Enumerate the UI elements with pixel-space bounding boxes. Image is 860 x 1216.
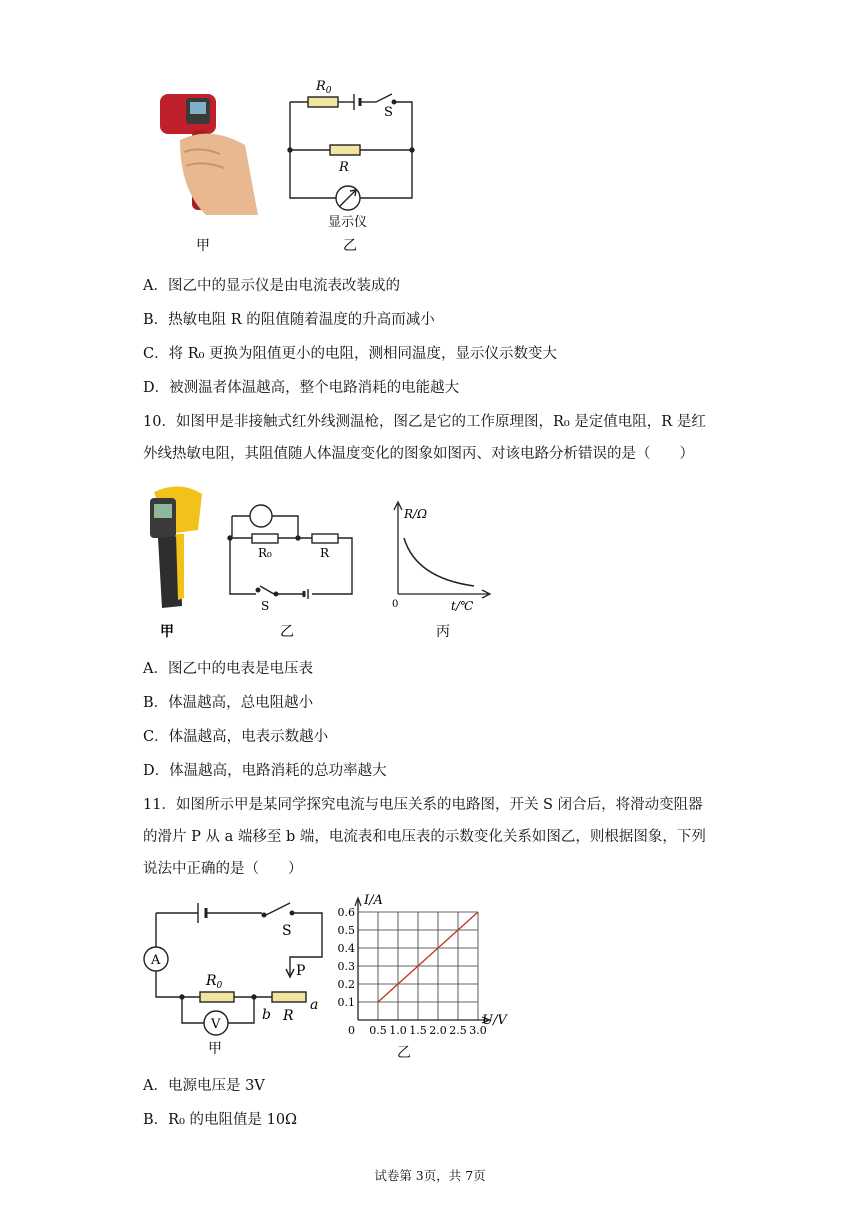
x-tick-label: 3.0 bbox=[469, 1024, 487, 1037]
q10-r-label: R bbox=[320, 546, 330, 560]
q11-chart-svg bbox=[337, 888, 510, 1048]
q10-figure-bing-label: 丙 bbox=[436, 624, 450, 640]
ammeter-label: A bbox=[151, 953, 161, 968]
q10-option-a: A．图乙中的电表是电压表 bbox=[143, 661, 313, 677]
q10-circuit bbox=[228, 505, 352, 599]
r-label: R bbox=[339, 160, 349, 175]
y-tick-label: 0.1 bbox=[337, 996, 355, 1009]
q10-figure-yi-label: 乙 bbox=[280, 624, 294, 640]
q11-r-label: R bbox=[283, 1008, 294, 1024]
q10-option-d: D．体温越高，电路消耗的总功率越大 bbox=[143, 763, 387, 779]
switch-label: S bbox=[384, 105, 393, 120]
top-figure-svg bbox=[140, 70, 440, 260]
chart-axes bbox=[355, 898, 490, 1023]
end-b-label: b bbox=[262, 1007, 271, 1023]
thermometer-photo-2 bbox=[150, 486, 202, 608]
page-footer: 试卷第 3页，共 7页 bbox=[374, 1168, 486, 1183]
figure-jia-label: 甲 bbox=[196, 238, 210, 254]
end-a-label: a bbox=[310, 997, 319, 1013]
figure-yi-label: 乙 bbox=[343, 238, 357, 254]
x-tick-label: 1.5 bbox=[409, 1024, 427, 1037]
y-tick-label: 0.5 bbox=[337, 924, 355, 937]
q10-option-c: C．体温越高，电表示数越小 bbox=[143, 729, 329, 745]
q10-figure bbox=[140, 478, 510, 643]
q11-option-a: A．电源电压是 3V bbox=[143, 1078, 265, 1094]
q11-circuit-figure bbox=[140, 893, 340, 1063]
q11-stem-line1: 11．如图所示甲是某同学探究电流与电压关系的电路图，开关 S 闭合后，将滑动变阻器 bbox=[143, 797, 703, 813]
q10-switch-label: S bbox=[261, 599, 270, 613]
q10-figure-jia-label: 甲 bbox=[160, 624, 174, 640]
q11-stem-line3: 说法中正确的是（ ） bbox=[143, 861, 303, 877]
q11-figure-jia-label: 甲 bbox=[208, 1041, 222, 1057]
top-figure bbox=[140, 70, 440, 260]
chart-x-label: U/V bbox=[482, 1013, 507, 1028]
y-tick-label: 0.4 bbox=[337, 942, 355, 955]
series-line bbox=[378, 912, 478, 1002]
y-tick-label: 0.3 bbox=[337, 960, 355, 973]
q10-stem-line2: 外线热敏电阻，其阻值随人体温度变化的图象如图丙、对该电路分析错误的是（ ） bbox=[143, 446, 694, 462]
slider-p-label: P bbox=[296, 963, 306, 979]
q9-option-c: C．将 R₀ 更换为阻值更小的电阻，测相同温度，显示仪示数变大 bbox=[143, 346, 558, 362]
q10-figure-svg bbox=[140, 478, 510, 643]
x-tick-label: 2.0 bbox=[429, 1024, 447, 1037]
q11-circuit-svg bbox=[140, 893, 340, 1063]
q10-stem-line1: 10．如图甲是非接触式红外线测温枪，图乙是它的工作原理图，R₀ 是定值电阻，R 是红 bbox=[143, 414, 706, 430]
chart-y-label: I/A bbox=[364, 893, 383, 908]
x-tick-label: 2.5 bbox=[449, 1024, 467, 1037]
q11-chart bbox=[337, 888, 510, 1048]
q11-r0-label: $R_0$ bbox=[206, 973, 223, 991]
q10-graph-origin: 0 bbox=[392, 599, 399, 610]
q10-option-b: B．体温越高，总电阻越小 bbox=[143, 695, 314, 711]
q10-r0-label: R₀ bbox=[258, 546, 272, 560]
q9-option-d: D．被测温者体温越高，整个电路消耗的电能越大 bbox=[143, 380, 460, 396]
x-tick-label: 0.5 bbox=[369, 1024, 387, 1037]
q11-stem-line2: 的滑片 P 从 a 端移至 b 端，电流表和电压表的示数变化关系如图乙，则根据图象，下列 bbox=[143, 829, 706, 845]
y-tick-label: 0.2 bbox=[337, 978, 355, 991]
q10-graph-x-label: t/℃ bbox=[451, 599, 474, 613]
q11-option-b: B．R₀ 的电阻值是 10Ω bbox=[143, 1112, 298, 1128]
q11-figure-yi-label: 乙 bbox=[397, 1045, 411, 1061]
voltmeter-label: V bbox=[211, 1017, 221, 1032]
y-tick-label: 0.6 bbox=[337, 906, 355, 919]
q9-option-a: A．图乙中的显示仪是由电流表改装成的 bbox=[143, 278, 400, 294]
chart-series bbox=[378, 912, 478, 1002]
meter-caption: 显示仪 bbox=[328, 215, 368, 230]
q9-option-b: B．热敏电阻 R 的阻值随着温度的升高而减小 bbox=[143, 312, 435, 328]
r0-label: $R_0$ bbox=[316, 79, 332, 96]
thermometer-photo-1 bbox=[160, 94, 258, 215]
circuit-yi bbox=[288, 94, 414, 210]
chart-origin-label: 0 bbox=[348, 1024, 355, 1037]
q10-graph-y-label: R/Ω bbox=[404, 507, 428, 521]
x-tick-label: 1.0 bbox=[389, 1024, 407, 1037]
q11-switch-label: S bbox=[282, 923, 292, 939]
